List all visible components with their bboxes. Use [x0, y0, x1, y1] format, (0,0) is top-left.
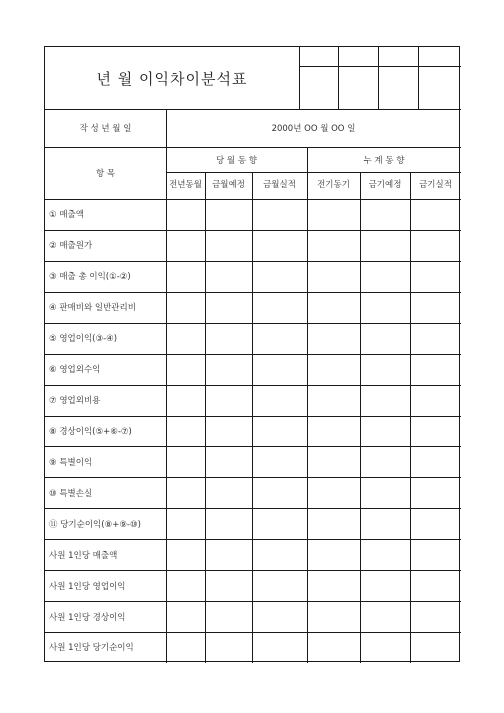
input-cell-this-period-actual[interactable]	[410, 477, 461, 508]
input-cell-this-period-actual[interactable]	[410, 354, 461, 385]
input-cell-this-month-plan[interactable]	[205, 446, 252, 477]
input-cell-this-period-actual[interactable]	[410, 323, 461, 354]
input-cell-this-period-plan[interactable]	[360, 601, 410, 632]
input-cell-this-month-plan[interactable]	[205, 601, 252, 632]
row-label: ⑨ 특별이익	[49, 457, 93, 468]
input-cell-prev-year-same-month[interactable]	[166, 508, 205, 539]
date-value[interactable]: 2000년 OO 월 OO 일	[271, 124, 356, 134]
input-cell-this-period-actual[interactable]	[410, 632, 461, 663]
current-month-trend-header: 당 월 동 향	[216, 155, 257, 166]
col-header-this-month-plan: 금월예정	[212, 179, 245, 190]
input-cell-this-month-actual[interactable]	[252, 601, 307, 632]
input-cell-this-month-plan[interactable]	[205, 323, 252, 354]
input-cell-this-period-plan[interactable]	[360, 570, 410, 601]
input-cell-prev-period-same[interactable]	[307, 477, 360, 508]
row-label: ⑩ 특별손실	[49, 488, 93, 499]
input-cell-prev-period-same[interactable]	[307, 570, 360, 601]
row-label: 사원 1인당 매출액	[49, 550, 118, 561]
input-cell-prev-year-same-month[interactable]	[166, 477, 205, 508]
row-label: ⑪ 당기순이익(⑧+⑨-⑩)	[49, 519, 141, 530]
input-cell-prev-year-same-month[interactable]	[166, 632, 205, 663]
row-label: ① 매출액	[49, 210, 84, 221]
row-label: ④ 판매비와 일반관리비	[49, 303, 136, 314]
row-label: ⑥ 영업외수익	[49, 365, 101, 376]
input-cell-this-period-actual[interactable]	[410, 446, 461, 477]
input-cell-this-month-actual[interactable]	[252, 508, 307, 539]
date-label: 작 성 년 월 일	[79, 124, 132, 134]
cumulative-trend-header: 누 계 동 향	[363, 155, 405, 166]
input-cell-prev-year-same-month[interactable]	[166, 601, 205, 632]
approval-box-2[interactable]	[338, 66, 378, 109]
input-cell-this-month-actual[interactable]	[252, 570, 307, 601]
input-cell-prev-period-same[interactable]	[307, 199, 360, 230]
input-cell-prev-year-same-month[interactable]	[166, 230, 205, 261]
input-cell-this-period-plan[interactable]	[360, 477, 410, 508]
input-cell-this-period-actual[interactable]	[410, 292, 461, 323]
input-cell-this-period-plan[interactable]	[360, 230, 410, 261]
item-header: 항 목	[95, 169, 116, 179]
input-cell-this-month-actual[interactable]	[252, 292, 307, 323]
input-cell-prev-period-same[interactable]	[307, 632, 360, 663]
input-cell-prev-period-same[interactable]	[307, 261, 360, 292]
input-cell-prev-year-same-month[interactable]	[166, 199, 205, 230]
input-cell-this-month-actual[interactable]	[252, 416, 307, 447]
input-cell-this-period-actual[interactable]	[410, 385, 461, 416]
row-label: ③ 매출 총 이익(①-②)	[49, 272, 131, 283]
input-cell-this-period-actual[interactable]	[410, 508, 461, 539]
input-cell-this-period-plan[interactable]	[360, 416, 410, 447]
row-label: ⑤ 영업이익(③-④)	[49, 334, 118, 345]
col-header-this-period-plan: 금기예정	[368, 179, 402, 190]
input-cell-prev-year-same-month[interactable]	[166, 570, 205, 601]
input-cell-this-period-actual[interactable]	[410, 416, 461, 447]
input-cell-this-month-plan[interactable]	[205, 508, 252, 539]
input-cell-this-month-actual[interactable]	[252, 539, 307, 570]
col-header-this-month-actual: 금월실적	[263, 179, 296, 190]
row-label: 사원 1인당 경상이익	[49, 612, 126, 623]
input-cell-prev-period-same[interactable]	[307, 601, 360, 632]
input-cell-prev-period-same[interactable]	[307, 292, 360, 323]
col-header-this-period-actual: 금기실적	[419, 179, 452, 190]
input-cell-this-month-actual[interactable]	[252, 323, 307, 354]
input-cell-this-period-plan[interactable]	[360, 539, 410, 570]
input-cell-prev-year-same-month[interactable]	[166, 354, 205, 385]
input-cell-this-period-actual[interactable]	[410, 199, 461, 230]
input-cell-this-period-plan[interactable]	[360, 292, 410, 323]
input-cell-this-month-actual[interactable]	[252, 354, 307, 385]
input-cell-this-period-actual[interactable]	[410, 601, 461, 632]
approval-box-3[interactable]	[378, 66, 418, 109]
col-header-prev-period-same: 전기동기	[317, 179, 350, 190]
input-cell-this-month-actual[interactable]	[252, 199, 307, 230]
input-cell-this-period-actual[interactable]	[410, 230, 461, 261]
approval-box-1[interactable]	[299, 66, 338, 109]
input-cell-this-month-plan[interactable]	[205, 632, 252, 663]
row-label: ⑧ 경상이익(⑤+⑥-⑦)	[49, 426, 132, 437]
input-cell-prev-period-same[interactable]	[307, 539, 360, 570]
input-cell-prev-year-same-month[interactable]	[166, 539, 205, 570]
input-cell-this-month-plan[interactable]	[205, 199, 252, 230]
row-label: ② 매출원가	[49, 241, 93, 252]
input-cell-this-month-plan[interactable]	[205, 230, 252, 261]
input-cell-this-month-actual[interactable]	[252, 261, 307, 292]
input-cell-prev-period-same[interactable]	[307, 323, 360, 354]
input-cell-prev-period-same[interactable]	[307, 354, 360, 385]
input-cell-this-month-plan[interactable]	[205, 570, 252, 601]
input-cell-this-month-actual[interactable]	[252, 477, 307, 508]
input-cell-this-period-actual[interactable]	[410, 261, 461, 292]
input-cell-this-month-plan[interactable]	[205, 385, 252, 416]
input-cell-this-period-plan[interactable]	[360, 632, 410, 663]
input-cell-this-month-plan[interactable]	[205, 354, 252, 385]
row-label: ⑦ 영업외비용	[49, 396, 101, 407]
approval-box-4[interactable]	[418, 66, 461, 109]
input-cell-prev-period-same[interactable]	[307, 446, 360, 477]
input-cell-prev-year-same-month[interactable]	[166, 385, 205, 416]
input-cell-this-month-plan[interactable]	[205, 261, 252, 292]
input-cell-this-month-plan[interactable]	[205, 292, 252, 323]
analysis-form	[44, 46, 460, 662]
input-cell-prev-year-same-month[interactable]	[166, 323, 205, 354]
input-cell-this-period-plan[interactable]	[360, 508, 410, 539]
row-label: 사원 1인당 영업이익	[49, 581, 126, 592]
input-cell-this-period-plan[interactable]	[360, 354, 410, 385]
input-cell-this-period-plan[interactable]	[360, 385, 410, 416]
input-cell-prev-period-same[interactable]	[307, 416, 360, 447]
input-cell-prev-year-same-month[interactable]	[166, 292, 205, 323]
input-cell-this-period-actual[interactable]	[410, 570, 461, 601]
input-cell-prev-year-same-month[interactable]	[166, 261, 205, 292]
input-cell-this-month-plan[interactable]	[205, 416, 252, 447]
input-cell-this-period-plan[interactable]	[360, 199, 410, 230]
input-cell-this-month-plan[interactable]	[205, 539, 252, 570]
input-cell-this-month-plan[interactable]	[205, 477, 252, 508]
form-title: 년 월 이익차이분석표	[96, 69, 248, 88]
input-cell-prev-period-same[interactable]	[307, 230, 360, 261]
input-cell-this-period-plan[interactable]	[360, 323, 410, 354]
col-header-prev-year-same-month: 전년동월	[169, 179, 202, 190]
input-cell-prev-year-same-month[interactable]	[166, 446, 205, 477]
input-cell-prev-year-same-month[interactable]	[166, 416, 205, 447]
row-label: 사원 1인당 당기순이익	[49, 643, 134, 654]
input-cell-this-month-actual[interactable]	[252, 446, 307, 477]
input-cell-this-period-plan[interactable]	[360, 261, 410, 292]
input-cell-prev-period-same[interactable]	[307, 385, 360, 416]
input-cell-this-period-plan[interactable]	[360, 446, 410, 477]
input-cell-this-month-actual[interactable]	[252, 632, 307, 663]
input-cell-this-month-actual[interactable]	[252, 230, 307, 261]
input-cell-this-period-actual[interactable]	[410, 539, 461, 570]
input-cell-this-month-actual[interactable]	[252, 385, 307, 416]
input-cell-prev-period-same[interactable]	[307, 508, 360, 539]
